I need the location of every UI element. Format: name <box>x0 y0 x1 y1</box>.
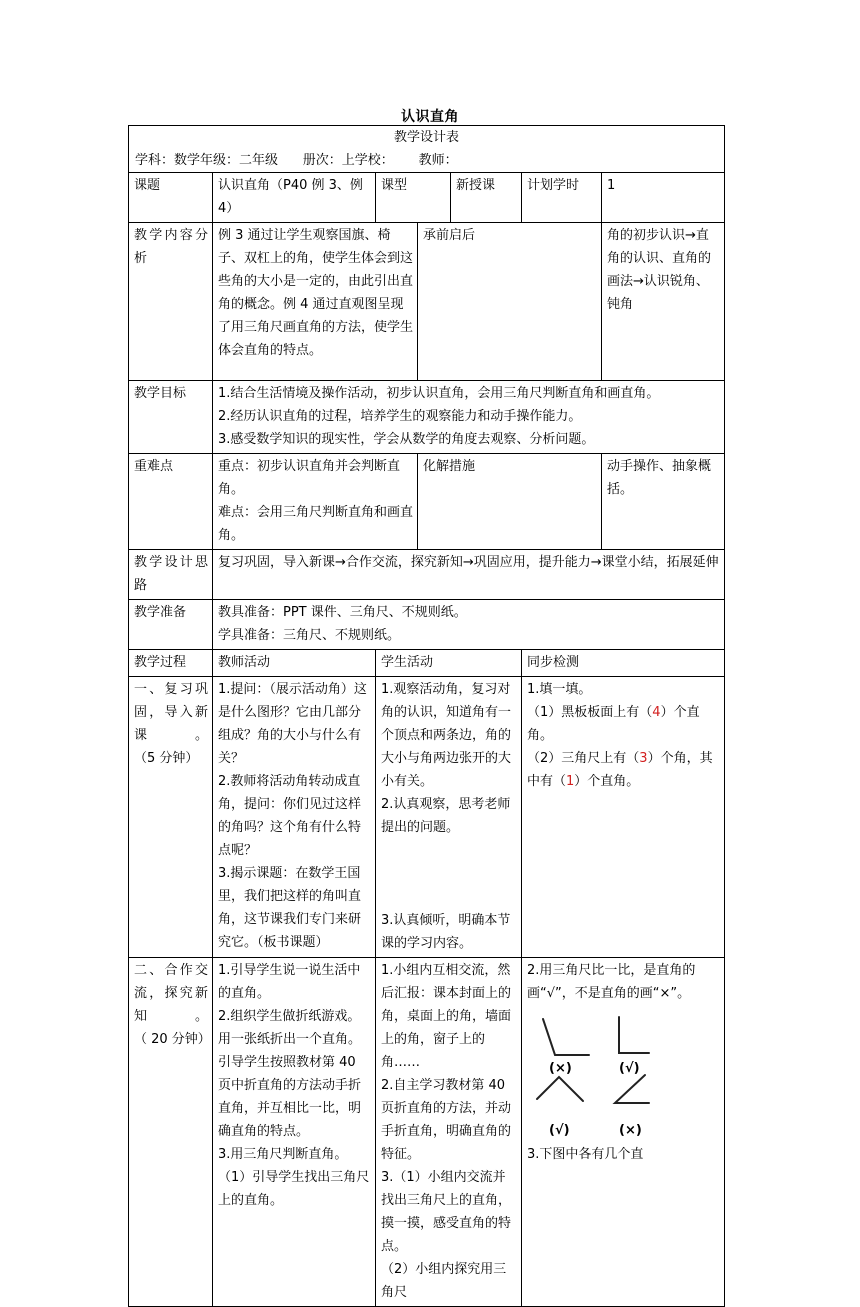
student-step: 3.认真倾听，明确本节课的学习内容。 <box>381 913 511 951</box>
teacher-step: （1）引导学生找出三角尺上的直角。 <box>218 1170 370 1208</box>
key-points-label: 重难点 <box>129 454 213 550</box>
q1-pre: （1）黑板板面上有（ <box>527 705 653 720</box>
stage-2-row <box>129 958 725 1307</box>
process-header-row <box>129 650 725 677</box>
stage-1-teacher <box>213 677 376 958</box>
q1-answer: 4 <box>652 705 661 720</box>
stage-2-teacher <box>213 958 376 1307</box>
type-label: 课型 <box>376 173 451 223</box>
content-analysis-label: 教学内容分析 <box>129 223 213 381</box>
stage-2-student <box>376 958 522 1307</box>
info-line: 学科：数学年级：二年级 册次：上学校： 教师： <box>135 153 458 168</box>
q2-answer-1: 3 <box>639 751 648 766</box>
student-step: 1.小组内互相交流，然后汇报：课本封面上的角，桌面上的角，墙面上的角，窗子上的角…… <box>381 963 512 1070</box>
table-title: 教学设计表 <box>394 130 460 145</box>
q2-answer-2: 1 <box>566 774 575 789</box>
q1-post: ）个直角。 <box>527 705 700 743</box>
student-step: （2）小组内探究用三角尺 <box>381 1262 507 1300</box>
stage-1-check <box>522 677 725 958</box>
content-analysis-text: 例 3 通过让学生观察国旗、椅子、双杠上的角，使学生体会到这些角的大小是一定的，由此引出直角的概念。例 4 通过直观图呈现了用三角尺画直角的方法，使学生体会直角的特点。 <box>213 223 418 381</box>
stage-1-name-cell <box>129 677 213 958</box>
difficult-point: 难点：会用三角尺判断直角和画直角。 <box>218 505 414 543</box>
table-title-row <box>129 126 725 173</box>
preparation-cell <box>213 600 725 650</box>
link-text: 角的初步认识→直角的认识、直角的画法→认识锐角、钝角 <box>602 223 725 381</box>
check-text: 2.用三角尺比一比，是直角的画“√”，不是直角的画“×”。 <box>527 963 696 1001</box>
goal-item: 3.感受数学知识的现实性，学会从数学的角度去观察、分析问题。 <box>218 432 595 447</box>
teacher-step: 3.用三角尺判断直角。 <box>218 1147 348 1162</box>
goal-item: 1.结合生活情境及操作活动，初步认识直角，会用三角尺判断直角和画直角。 <box>218 386 660 401</box>
type-value: 新授课 <box>451 173 522 223</box>
stage-2-check <box>522 958 725 1307</box>
process-header-teacher: 教师活动 <box>213 650 376 677</box>
measure-text: 动手操作、抽象概括。 <box>602 454 725 550</box>
check-next-question: 3.下图中各有几个直 <box>527 1147 644 1162</box>
design-row <box>129 550 725 600</box>
answer-mark-3: (√) <box>549 1123 570 1138</box>
q2-mid: ）个角，其中有（ <box>527 751 713 789</box>
answer-mark-4: (×) <box>619 1123 642 1138</box>
student-step: 1.观察活动角，复习对角的认识，知道角有一个顶点和两条边，角的大小与角两边张开的大小有关。 <box>381 682 512 789</box>
hours-value: 1 <box>602 173 725 223</box>
preparation-row <box>129 600 725 650</box>
goals-list <box>213 381 725 454</box>
teacher-prep: 教具准备：PPT 课件、三角尺、不规则纸。 <box>218 605 467 620</box>
obtuse-angle-figure <box>543 1019 589 1055</box>
right-angle-figure-1 <box>619 1017 649 1053</box>
check-question-1 <box>527 701 720 747</box>
topic-label: 课题 <box>129 173 213 223</box>
check-question-2 <box>527 747 720 793</box>
student-step: 3.（1）小组内交流并找出三角尺上的直角，摸一摸，感受直角的特点。 <box>381 1170 512 1254</box>
stage-1-time: （5 分钟） <box>134 751 199 766</box>
topic-value: 认识直角（P40 例 3、例 4） <box>213 173 376 223</box>
angle-figures <box>527 1011 720 1143</box>
process-header-student: 学生活动 <box>376 650 522 677</box>
topic-row <box>129 173 725 223</box>
teacher-step: 1.引导学生说一说生活中的直角。 <box>218 963 361 1001</box>
process-header-check: 同步检测 <box>522 650 725 677</box>
stage-2-name: 二、合作交流，探究新知。 <box>134 963 208 1024</box>
lesson-plan-table <box>128 125 725 1307</box>
teacher-step: 2.教师将活动角转动成直角，提问：你们见过这样的角吗？这个角有什么特点呢？ <box>218 774 362 858</box>
answer-mark-1: (×) <box>549 1061 572 1076</box>
stage-1-name: 一、复习巩固，导入新课。 <box>134 682 208 743</box>
key-points-cell <box>213 454 418 550</box>
stage-1-student <box>376 677 522 958</box>
q2-post: ）个直角。 <box>574 774 640 789</box>
teacher-step: 1.提问：（展示活动角）这是什么图形？它由几部分组成？角的大小与什么有关？ <box>218 682 367 766</box>
goal-item: 2.经历认识直角的过程，培养学生的观察能力和动手操作能力。 <box>218 409 582 424</box>
design-text: 复习巩固，导入新课→合作交流，探究新知→巩固应用，提升能力→课堂小结，拓展延伸 <box>213 550 725 600</box>
content-analysis-row <box>129 223 725 381</box>
goals-label: 教学目标 <box>129 381 213 454</box>
key-points-row <box>129 454 725 550</box>
process-header-stage: 教学过程 <box>129 650 213 677</box>
stage-2-time: （ 20 分钟） <box>134 1032 211 1047</box>
document-title: 认识直角 <box>401 109 459 125</box>
teacher-step: 2.组织学生做折纸游戏。用一张纸折出一个直角。引导学生按照教材第 40 页中折直角的方法动手折直角，并互相比一比，明确直角的特点。 <box>218 1009 362 1139</box>
student-step: 2.认真观察，思考老师提出的问题。 <box>381 797 511 835</box>
student-prep: 学具准备：三角尺、不规则纸。 <box>218 628 401 643</box>
measure-label: 化解措施 <box>418 454 602 550</box>
key-point: 重点：初步认识直角并会判断直角。 <box>218 459 401 497</box>
teacher-step: 3.揭示课题：在数学王国里，我们把这样的角叫直角，这节课我们专门来研究它。（板书课题） <box>218 866 362 950</box>
link-label: 承前启后 <box>418 223 602 381</box>
answer-mark-2: (√) <box>619 1061 640 1076</box>
stage-1-row <box>129 677 725 958</box>
q2-pre: （2）三角尺上有（ <box>527 751 640 766</box>
hours-label: 计划学时 <box>522 173 602 223</box>
student-step: 2.自主学习教材第 40 页折直角的方法，并动手折直角，明确直角的特征。 <box>381 1078 512 1162</box>
goals-row <box>129 381 725 454</box>
angle-figures-svg <box>527 1011 667 1143</box>
design-label: 教学设计思路 <box>129 550 213 600</box>
right-angle-figure-2 <box>537 1077 583 1101</box>
stage-2-name-cell <box>129 958 213 1307</box>
preparation-label: 教学准备 <box>129 600 213 650</box>
check-title: 1.填一填。 <box>527 682 592 697</box>
